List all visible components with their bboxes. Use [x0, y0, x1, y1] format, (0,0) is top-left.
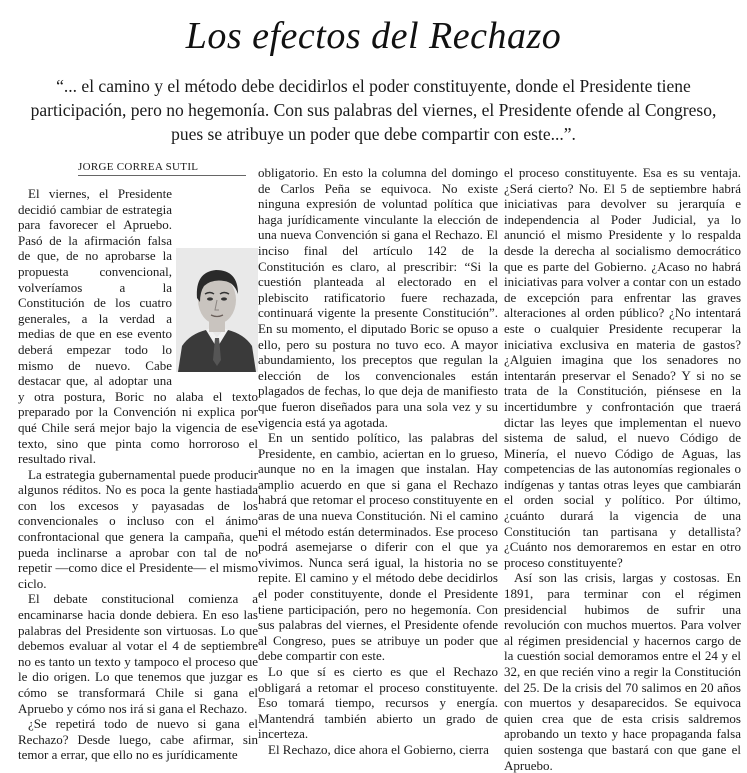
column-2 — [258, 165, 498, 757]
column-3 — [504, 165, 741, 773]
paragraph: El Rechazo, dice ahora el Gobierno, cierra — [268, 741, 489, 757]
pull-quote-deck: “... el camino y el método debe decidirlos el poder constituyente, donde el Presidente tiene participación, pero no hegemonía. Con sus palabras del viernes, el Presidente ofende al Congreso, pues se atribuye un poder que debe compartir con este...”. — [30, 76, 717, 144]
paragraph: ¿Se repetirá todo de nuevo si gana el Rechazo? Desde luego, cabe afirmar, sin temor a errar, que ello no es jurídicamente — [18, 716, 258, 763]
author-portrait-icon — [176, 248, 258, 372]
paragraph: El viernes, el Presidente decidió cambiar de estrategia para favorecer el Apruebo. Pasó de la afirmación falsa de que, de no aprobarse la propuesta convencional, volveríamos a la Constitución de los cuatro generales, a la verdad a medias de que en ese evento deberá empezar todo lo mismo de nuevo. Cabe destacar que, al adoptar una y otra postura, Boric no alaba el texto preparado por la Convención ni explica por qué Chile será mejor bajo la vigencia de ese texto, sino que pinta como horroroso el resultado rival. — [18, 186, 258, 467]
paragraph: El debate constitucional comienza a encaminarse hacia donde debiera. En eso las palabras del Presidente son virtuosas. Lo que debemos evaluar al votar el 4 de septiembre no es tanto un texto y tampoco el proceso que le dio origen. Lo que tenemos que juzgar es cómo se transformará Chile si gana el Apruebo y cómo nos irá si gana el Rechazo. — [18, 591, 258, 716]
author-photo — [176, 248, 258, 372]
headline: Los efectos del Rechazo — [185, 15, 562, 57]
column-1 — [18, 186, 258, 763]
byline-author: JORGE CORREA SUTIL — [78, 161, 199, 173]
paragraph: Lo que sí es cierto es que el Rechazo obligará a retomar el proceso constituyente. Eso tomará tiempo, recursos y energía. Mantendrá también abierto un grado de incerteza. — [258, 664, 498, 742]
paragraph: obligatorio. En esto la columna del domingo de Carlos Peña se equivoca. No existe ninguna expresión de voluntad política que haga jurídicamente vinculante la elección de una nueva Convención si gana el Rechazo. El inciso final del artículo 142 de la Constitución es claro, al prescribir: “Si la cuestión planteada al electorado en el plebiscito ratificatorio fuere rechazada, continuará vigente la presente Constitución”. En su momento, el diputado Boric se opuso a ello, pero su postura no tuvo eco. A mayor abundamiento, los preceptos que regulan la elección de los convencionales están plagados de fechas, lo que deja de manifiesto que fueron diseñados para una sola vez y su vigencia está ya agotada. — [258, 165, 498, 430]
paragraph: Así son las crisis, largas y costosas. En 1891, para terminar con el régimen presidencial hubimos de sufrir una revolución con muchos muertos. Para volver al régimen presidencial y hacernos cargo de la cuestión social demoramos entre el 24 y el 32, en que recién vino a regir la Constitución del 25. De la crisis del 70 salimos en 20 años con muertos y desaparecidos. Se equivoca quien crea que de esta crisis saldremos aprobando un texto y hace propaganda falsa quien sostenga que bastará con que gane el Apruebo. — [504, 570, 741, 773]
byline-underline — [78, 175, 246, 176]
paragraph: La estrategia gubernamental puede producir algunos réditos. No es poca la gente hastiada con los excesos y payasadas de los convencionales o incluso con el ánimo confrontacional que genera la campaña, que pueda inclinarse a aprobar con tal de no repetir —como dice el Presidente— el mismo ciclo. — [18, 466, 258, 591]
paragraph: el proceso constituyente. Esa es su ventaja. ¿Será cierto? No. El 5 de septiembre habrá iniciativas para devolver su jerarquía e independencia al Poder Judicial, ya lo anunció el mismo Presidente y lo respalda desde la derecha al socialismo democrático que es parte del Gobierno. ¿Acaso no habrá iniciativas para volver a contar con un estado de excepción para enfrentar las graves alteraciones al orden público? ¿No intentará este o cualquier Presidente recuperar la iniciativa exclusiva en materia de gastos? ¿Alguien imagina que los senadores no intentarán preservar el Senado? Y si no se trata de la Constitución, piénsese en la incertidumbre y confrontación que traerá dictar las leyes que implementan el nuevo sistema de salud, el nuevo Código de Minería, el nuevo Código de Aguas, las competencias de las autonomías regionales o indígenas y tantas otras leyes que cambiarán el orden social y político. Por último, ¿cuánto durará la vigencia de una Constitución tan partisana y detallista? ¿Cuánto nos demoraremos en estar en otro proceso constituyente? — [504, 165, 741, 570]
paragraph: En un sentido político, las palabras del Presidente, en cambio, aciertan en lo grueso, aunque no en la imagen que instalan. Hay amplio acuerdo en que si gana el Rechazo habrá que retomar el proceso constituyente en aras de una nueva Constitución. Ni el camino ni el método están determinados. Ese proceso podrá asemejarse o diferir con el que ya vivimos. Nunca será igual, la historia no se repite. El camino y el método debe decidirlos el poder constituyente, donde el Presidente tiene participación, pero no hegemonía. Con sus palabras del viernes, el Presidente ofende al Congreso, pues se atribuye un poder que debe compartir con este. — [258, 430, 498, 664]
